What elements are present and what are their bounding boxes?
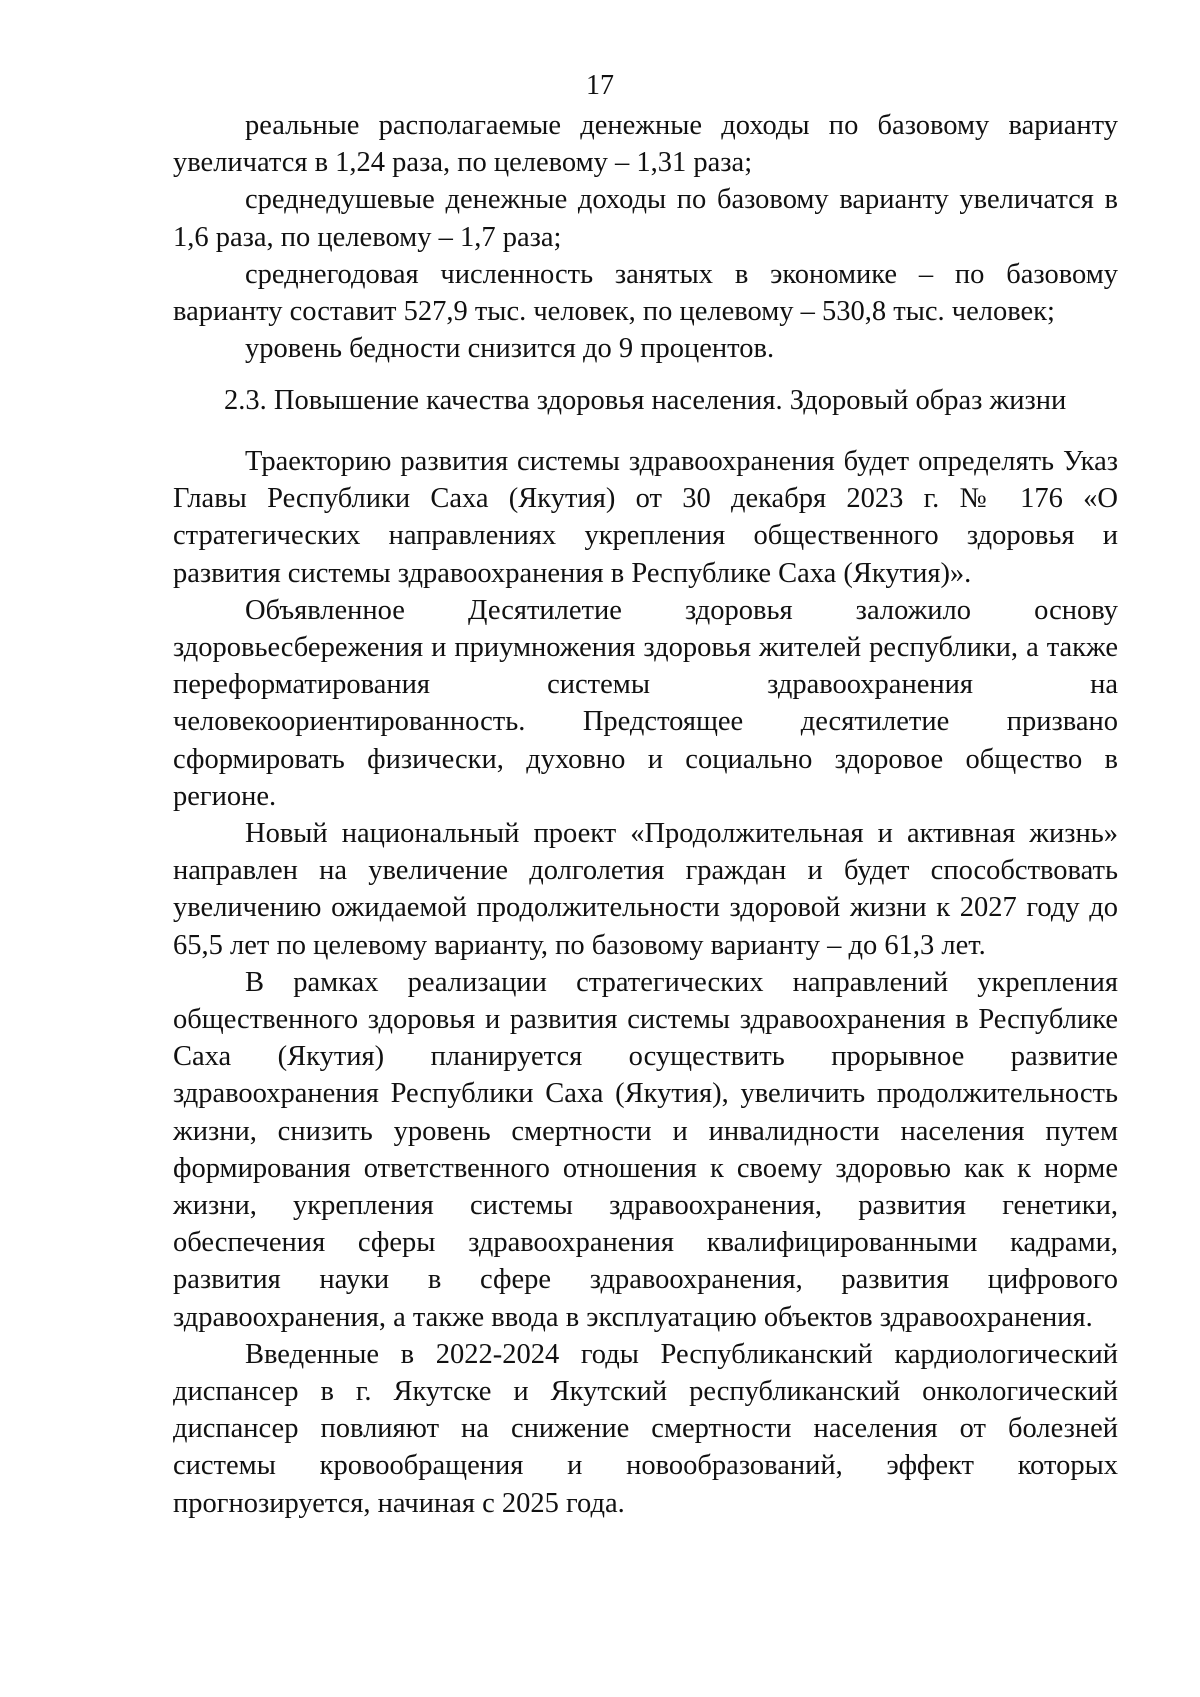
paragraph: Введенные в 2022-2024 годы Республиканский кардиологический диспансер в г. Якутске и Якутский республиканский онкологический диспансер повлияют на снижение смертности населения от болезней системы кровообращения и новообразований, эффект которых прогнозируется, начиная с 2025 года. <box>173 1338 1118 1519</box>
paragraph: Траекторию развития системы здравоохранения будет определять Указ Главы Республики Саха (Якутия) от 30 декабря 2023 г. № 176 «О стратегических направлениях укрепления общественного здоровья и развития системы здравоохранения в Республике Саха (Якутия)». <box>173 446 1118 589</box>
list-item: среднегодовая численность занятых в экономике – по базовому варианту составит 527,9 тыс. человек, по целевому – 530,8 тыс. человек; <box>173 258 1118 328</box>
list-item: уровень бедности снизится до 9 процентов. <box>245 333 775 365</box>
paragraph: Объявленное Десятилетие здоровья заложило основу здоровьесбережения и приумножения здоровья жителей республики, а также переформатирования системы здравоохранения на человекоориентированность. Предстоящее десятилетие призвано сформировать физически, духовно и социально здоровое общество в регионе. <box>173 594 1118 812</box>
section-heading: 2.3. Повышение качества здоровья населения. Здоровый образ жизни <box>224 385 1067 416</box>
paragraph: В рамках реализации стратегических направлений укрепления общественного здоровья и развития системы здравоохранения в Республике Саха (Якутия) планируется осуществить прорывное развитие здравоохранения Республики Саха (Якутия), увеличить продолжительность жизни, снизить уровень смертности и инвалидности населения путем формирования ответственного отношения к своему здоровью как к норме жизни, укрепления системы здравоохранения, развития генетики, обеспечения сферы здравоохранения квалифицированными кадрами, развития науки в сфере здравоохранения, развития цифрового здравоохранения, а также ввода в эксплуатацию объектов здравоохранения. <box>173 966 1118 1333</box>
list-item: среднедушевые денежные доходы по базовому варианту увеличатся в 1,6 раза, по целевому – 1,7 раза; <box>173 184 1118 253</box>
paragraph: Новый национальный проект «Продолжительная и активная жизнь» направлен на увеличение долголетия граждан и будет способствовать увеличению ожидаемой продолжительности здоровой жизни к 2027 году до 65,5 лет по целевому варианту, по базовому варианту – до 61,3 лет. <box>173 818 1118 961</box>
list-item: реальные располагаемые денежные доходы по базовому варианту увеличатся в 1,24 раза, по целевому – 1,31 раза; <box>173 110 1118 179</box>
indicator-list <box>173 107 1118 367</box>
page-number: 17 <box>586 70 614 101</box>
section-body <box>173 443 1118 1522</box>
